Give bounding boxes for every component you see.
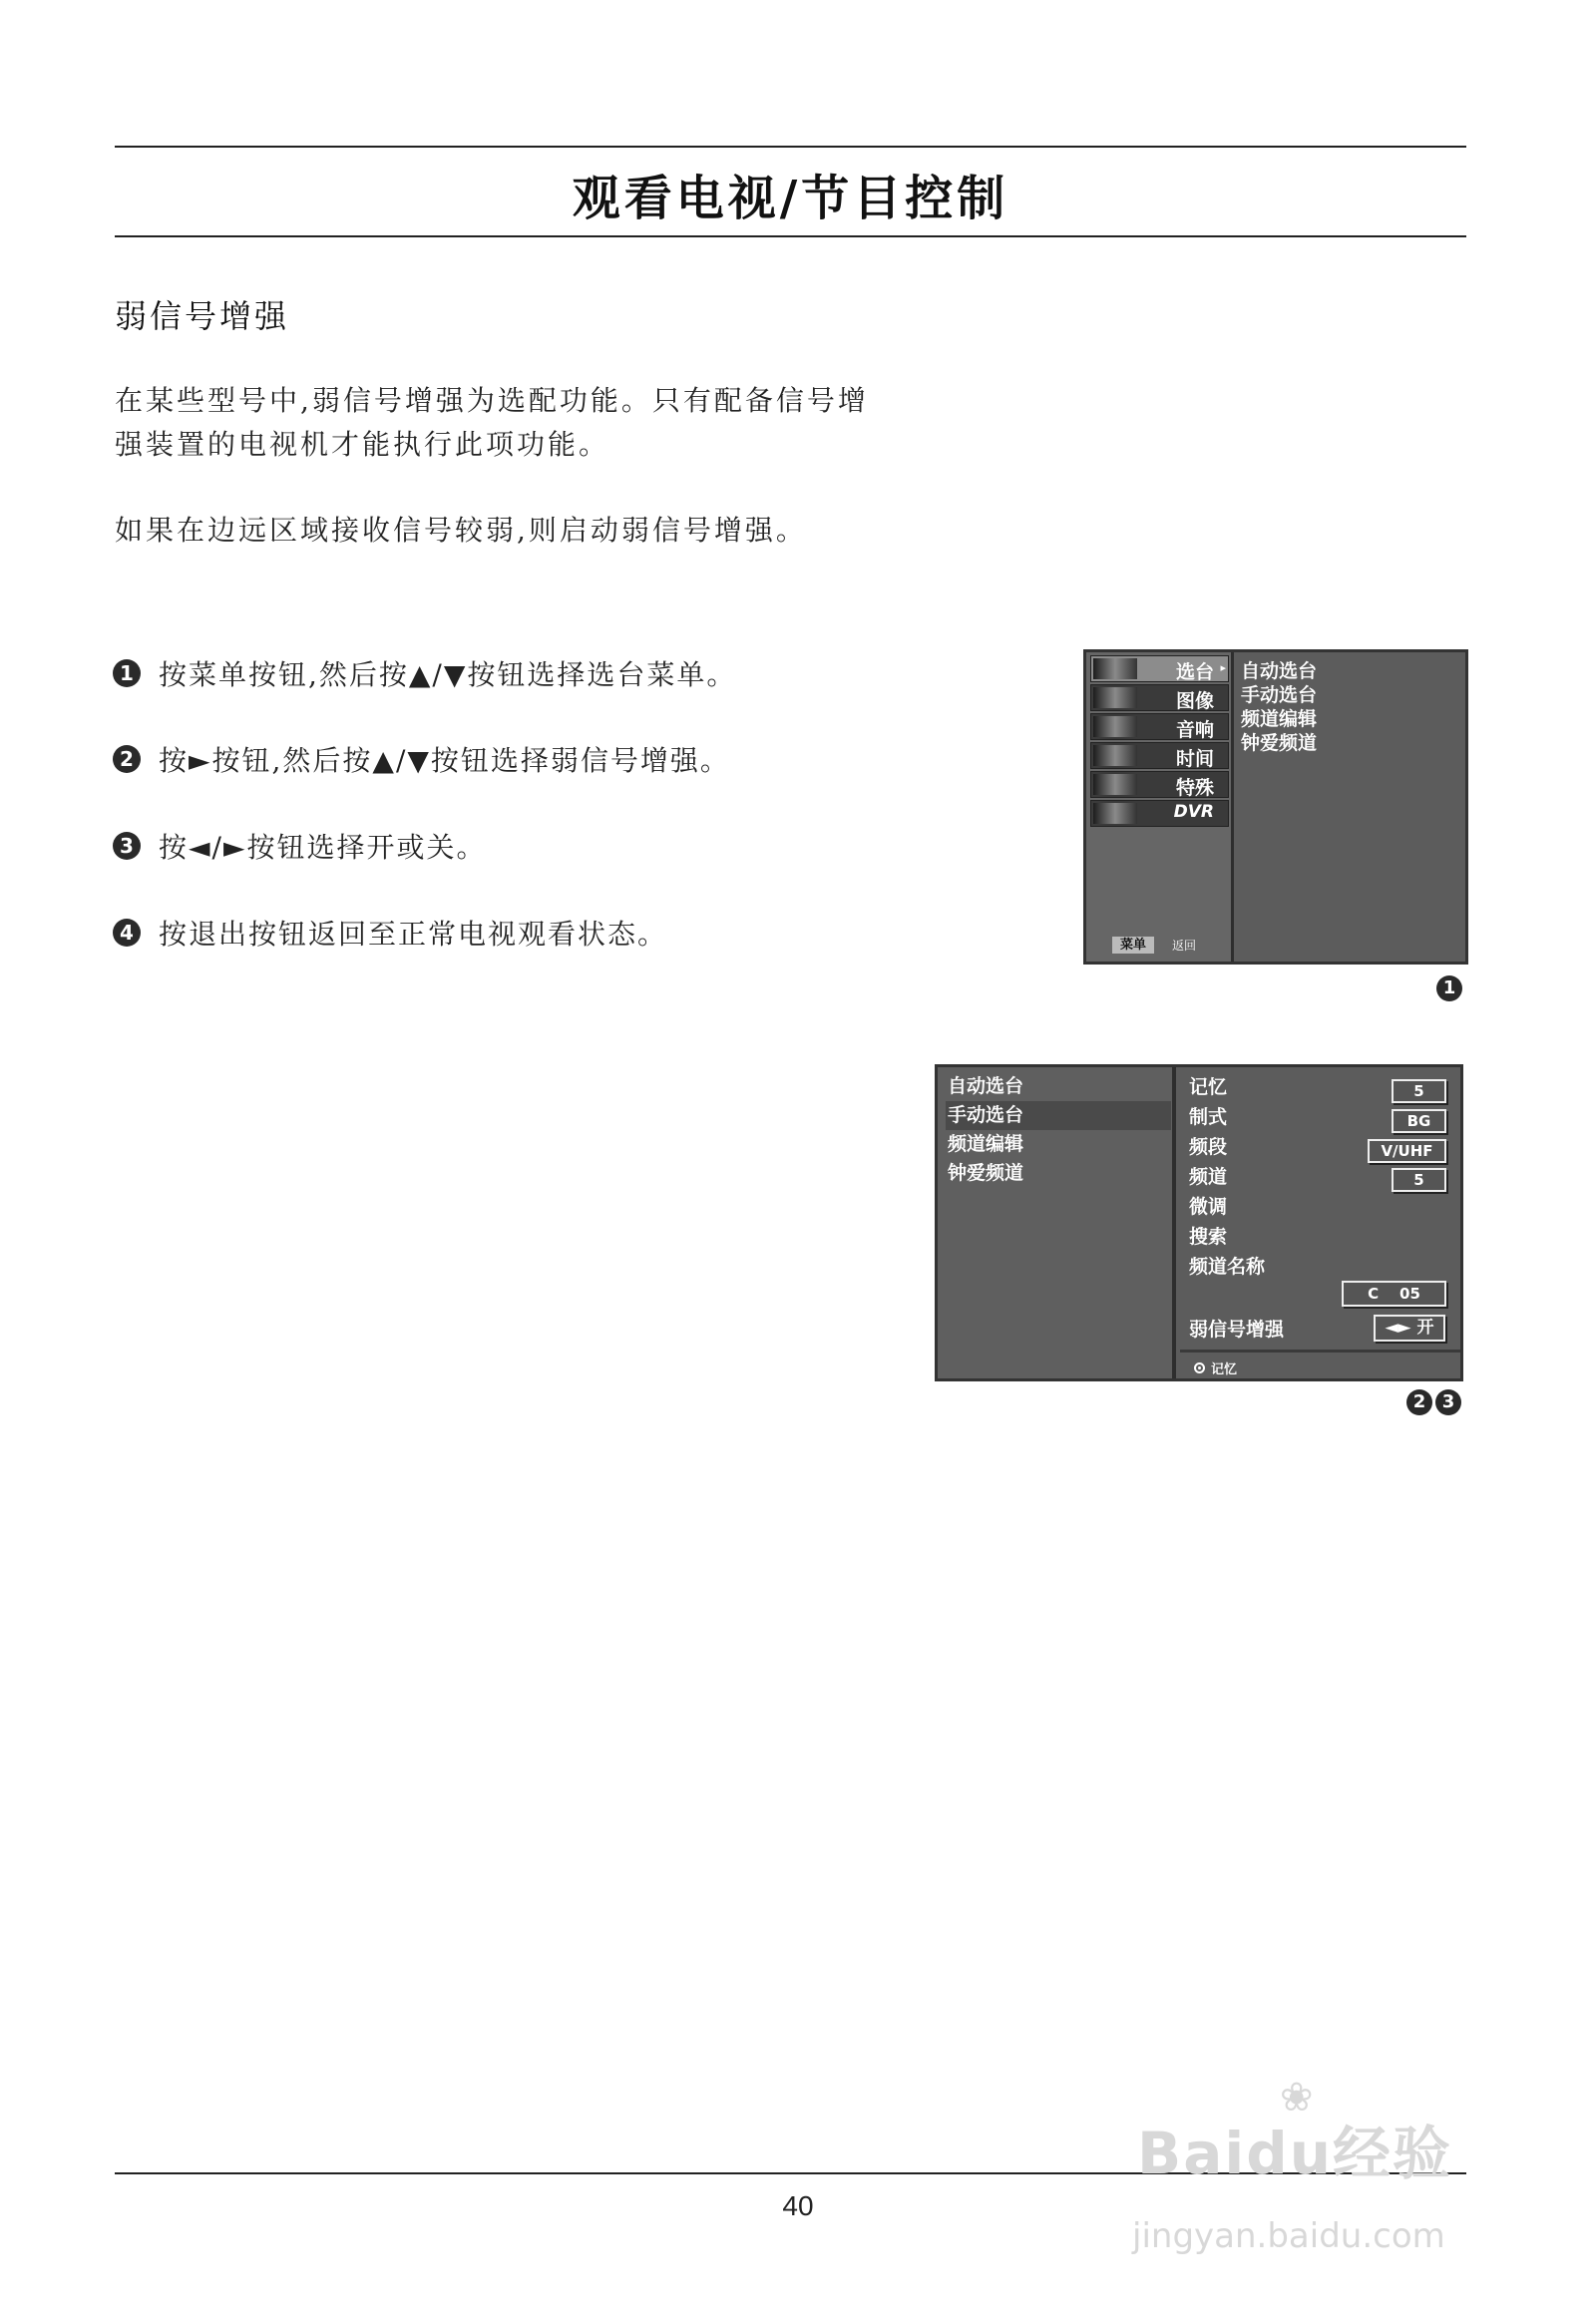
header-rule-bottom (115, 235, 1466, 237)
ok-button-icon (1194, 1362, 1205, 1373)
tuning-thumbnail-icon (1093, 658, 1137, 679)
channel-name-field[interactable]: C 05 (1342, 1281, 1446, 1307)
menu-item-label: 图像 (1175, 690, 1214, 712)
step-marker-3: 3 (1435, 1389, 1461, 1415)
sidebar-item-channel-edit[interactable]: 频道编辑 (948, 1133, 1024, 1155)
dvr-thumbnail-icon (1093, 803, 1137, 824)
intro-paragraph (115, 379, 869, 467)
menu-item-label: 时间 (1175, 748, 1214, 770)
step-text: 按◄/►按钮选择开或关。 (159, 831, 487, 864)
menu-item-label: 选台 (1175, 661, 1214, 683)
weak-signal-boost-toggle[interactable]: ◄► 开 (1374, 1315, 1445, 1342)
header-rule-top (115, 146, 1466, 148)
step-4 (113, 913, 667, 953)
submenu-item-auto-tuning[interactable]: 自动选台 (1241, 660, 1318, 682)
submenu-arrow-icon: ▸ (1220, 661, 1226, 674)
page-number: 40 (782, 2190, 814, 2221)
screen2-step-markers (1406, 1389, 1461, 1415)
special-thumbnail-icon (1093, 774, 1137, 795)
condition-paragraph: 如果在边远区域接收信号较弱,则启动弱信号增强。 (115, 514, 807, 547)
label-channel-name: 频道名称 (1189, 1256, 1266, 1278)
sidebar-item-auto-tuning[interactable]: 自动选台 (948, 1075, 1024, 1097)
menu-item-label: DVR (1173, 802, 1214, 822)
menu-item-tuning[interactable] (1090, 655, 1229, 682)
sidebar-item-manual-tuning[interactable]: 手动选台 (946, 1101, 1171, 1130)
step-3 (113, 826, 487, 866)
menu-item-label: 音响 (1175, 719, 1214, 741)
menu-item-special[interactable] (1090, 771, 1229, 798)
menu-item-label: 特殊 (1175, 777, 1214, 799)
menu-item-dvr[interactable] (1090, 800, 1229, 827)
menu-sidebar (1086, 652, 1234, 962)
step-1 (113, 653, 736, 693)
tuning-sidebar (938, 1067, 1176, 1378)
memory-value-field[interactable]: 5 (1392, 1079, 1446, 1103)
submenu-item-favorite-channel[interactable]: 钟爱频道 (1241, 732, 1318, 754)
step-text: 按►按钮,然后按▲/▼按钮选择弱信号增强。 (159, 744, 730, 777)
system-value-field[interactable]: BG (1392, 1109, 1446, 1133)
intro-line-2: 强装置的电视机才能执行此项功能。 (115, 428, 610, 461)
time-thumbnail-icon (1093, 745, 1137, 766)
menu-button[interactable]: 菜单 (1112, 937, 1154, 954)
label-weak-signal-boost: 弱信号增强 (1189, 1319, 1285, 1341)
step-number: 3 (113, 832, 141, 860)
step-text: 按退出按钮返回至正常电视观看状态。 (159, 918, 668, 951)
menu-footer (1090, 933, 1229, 959)
step-number: 4 (113, 919, 141, 947)
picture-thumbnail-icon (1093, 687, 1137, 708)
step-marker-2: 2 (1406, 1389, 1432, 1415)
step-number: 2 (113, 745, 141, 773)
screen1-step-marker (1436, 975, 1462, 1001)
section-heading: 弱信号增强 (115, 297, 290, 335)
menu-item-picture[interactable] (1090, 684, 1229, 711)
step-text: 按菜单按钮,然后按▲/▼按钮选择选台菜单。 (159, 658, 737, 691)
intro-line-1: 在某些型号中,弱信号增强为选配功能。只有配备信号增 (115, 384, 869, 417)
band-value-field[interactable]: V/UHF (1368, 1139, 1446, 1163)
label-system: 制式 (1189, 1106, 1228, 1128)
back-label: 返回 (1172, 939, 1197, 953)
label-search: 搜索 (1189, 1226, 1228, 1248)
label-fine-tune: 微调 (1189, 1196, 1228, 1218)
step-marker-1: 1 (1436, 975, 1462, 1001)
tv-menu-screen (1083, 649, 1468, 965)
sidebar-item-favorite-channel[interactable]: 钟爱频道 (948, 1162, 1024, 1184)
menu-item-sound[interactable] (1090, 713, 1229, 740)
label-band: 频段 (1189, 1136, 1228, 1158)
watermark-brand: Baidu经验 (1137, 2120, 1453, 2187)
label-channel: 频道 (1189, 1166, 1228, 1188)
channel-value-field[interactable]: 5 (1392, 1168, 1446, 1192)
submenu-item-channel-edit[interactable]: 频道编辑 (1241, 708, 1318, 730)
menu-item-time[interactable] (1090, 742, 1229, 769)
step-2 (113, 739, 730, 779)
step-number: 1 (113, 659, 141, 687)
watermark-url: jingyan.baidu.com (1132, 2216, 1445, 2256)
save-label: 记忆 (1211, 1362, 1238, 1377)
watermark-paw-icon: ❀ (1280, 2075, 1314, 2121)
manual-tuning-screen (935, 1064, 1463, 1381)
label-memory: 记忆 (1189, 1076, 1228, 1098)
sound-thumbnail-icon (1093, 716, 1137, 737)
submenu-item-manual-tuning[interactable]: 手动选台 (1241, 684, 1318, 706)
page-title: 观看电视/节目控制 (572, 171, 1009, 226)
footer-divider (1180, 1350, 1460, 1353)
save-hint (1194, 1358, 1237, 1377)
